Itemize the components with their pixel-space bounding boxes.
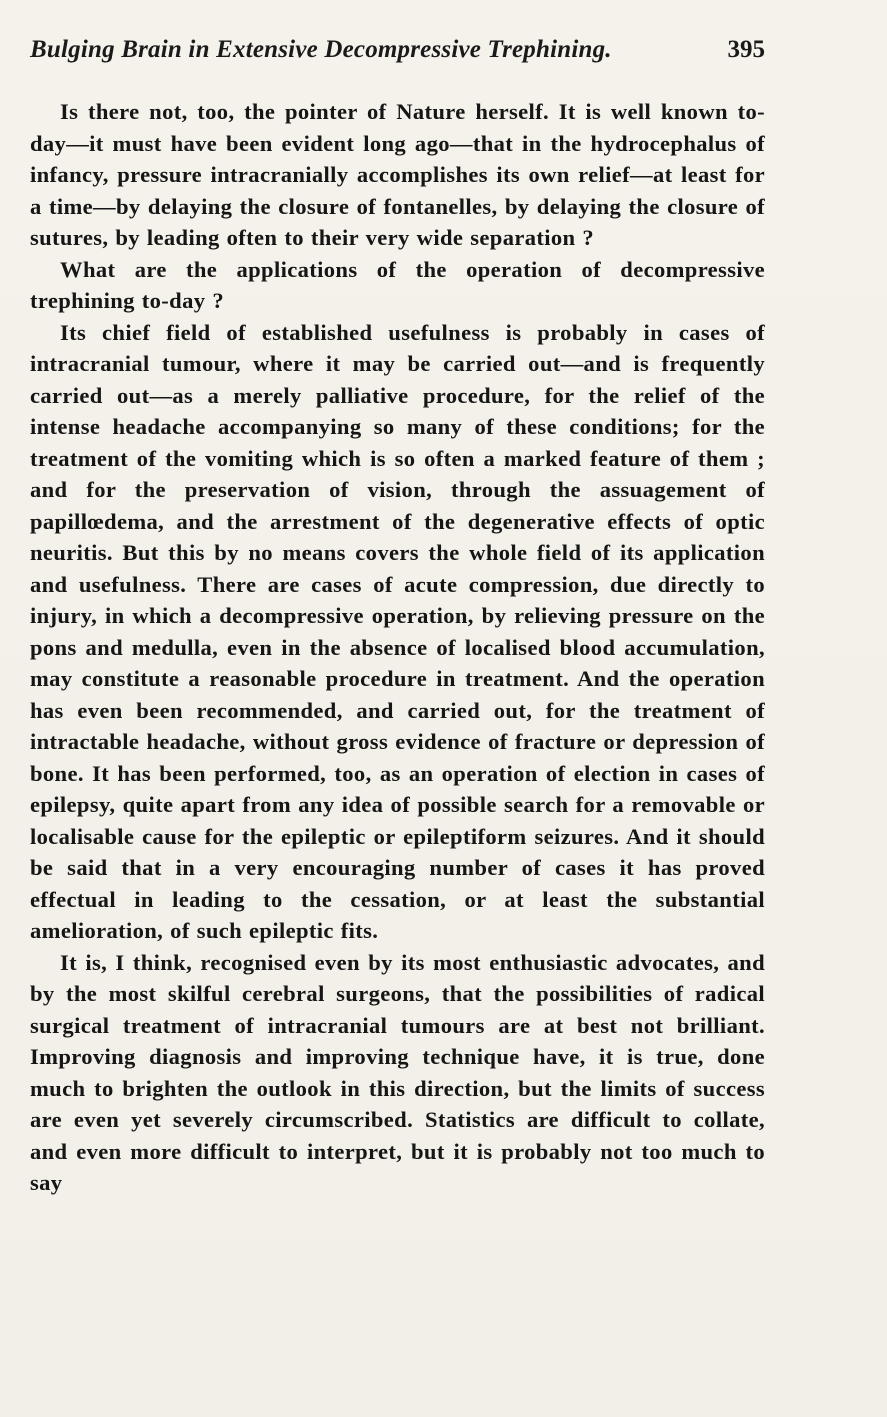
paragraph-hydrocephalus: Is there not, too, the pointer of Nature herself. It is well known to-day—it must have been evident long ago—that in the hydrocephalus of infancy, pressure intracranially accomplishes its own relief—at least for a time—by delaying the closure of fontanelles, by delaying the closure of sutures, by leading often to their very wide separation ? xyxy=(30,99,765,250)
running-head xyxy=(30,36,765,70)
page-number: 395 xyxy=(727,36,765,63)
paragraph-chief-field: Its chief field of established usefulness is probably in cases of intracranial tumour, where it may be carried out—and is frequently carried out—as a merely palliative procedure, for the relief of the intense headache accompanying so many of these conditions; for the treatment of the vomiting which is so often a marked feature of them ; and for the preservation of vision, through the assuagement of papillœdema, and the arrestment of the degenerative effects of optic neuritis. But this by no means covers the whole field of its application and usefulness. There are cases of acute compression, due directly to injury, in which a decompressive operation, by relieving pressure on the pons and medulla, even in the absence of localised blood accumulation, may constitute a reasonable procedure in treatment. And the operation has even been recommended, and carried out, for the treatment of intractable headache, without gross evidence of fracture or depression of bone. It has been performed, too, as an operation of election in cases of epilepsy, quite apart from any idea of possible search for a removable or localisable cause for the epileptic or epileptiform seizures. And it should be said that in a very encouraging number of cases it has proved effectual in leading to the cessation, or at least the substantial amelioration, of such epileptic fits. xyxy=(30,319,765,943)
body-text xyxy=(30,96,765,1199)
paragraph-applications-question: What are the applications of the operation of decompressive trephining to-day ? xyxy=(30,256,765,313)
running-title: Bulging Brain in Extensive Decompressive Trephining. xyxy=(30,36,612,63)
paragraph-radical-treatment: It is, I think, recognised even by its most enthusiastic advocates, and by the most skilful cerebral surgeons, that the possibilities of radical surgical treatment of intracranial tumours are at best not brilliant. Improving diagnosis and improving technique have, it is true, done much to brighten the outlook in this direction, but the limits of success are even yet severely circumscribed. Statistics are difficult to collate, and even more difficult to interpret, but it is probably not too much to say xyxy=(30,949,765,1195)
